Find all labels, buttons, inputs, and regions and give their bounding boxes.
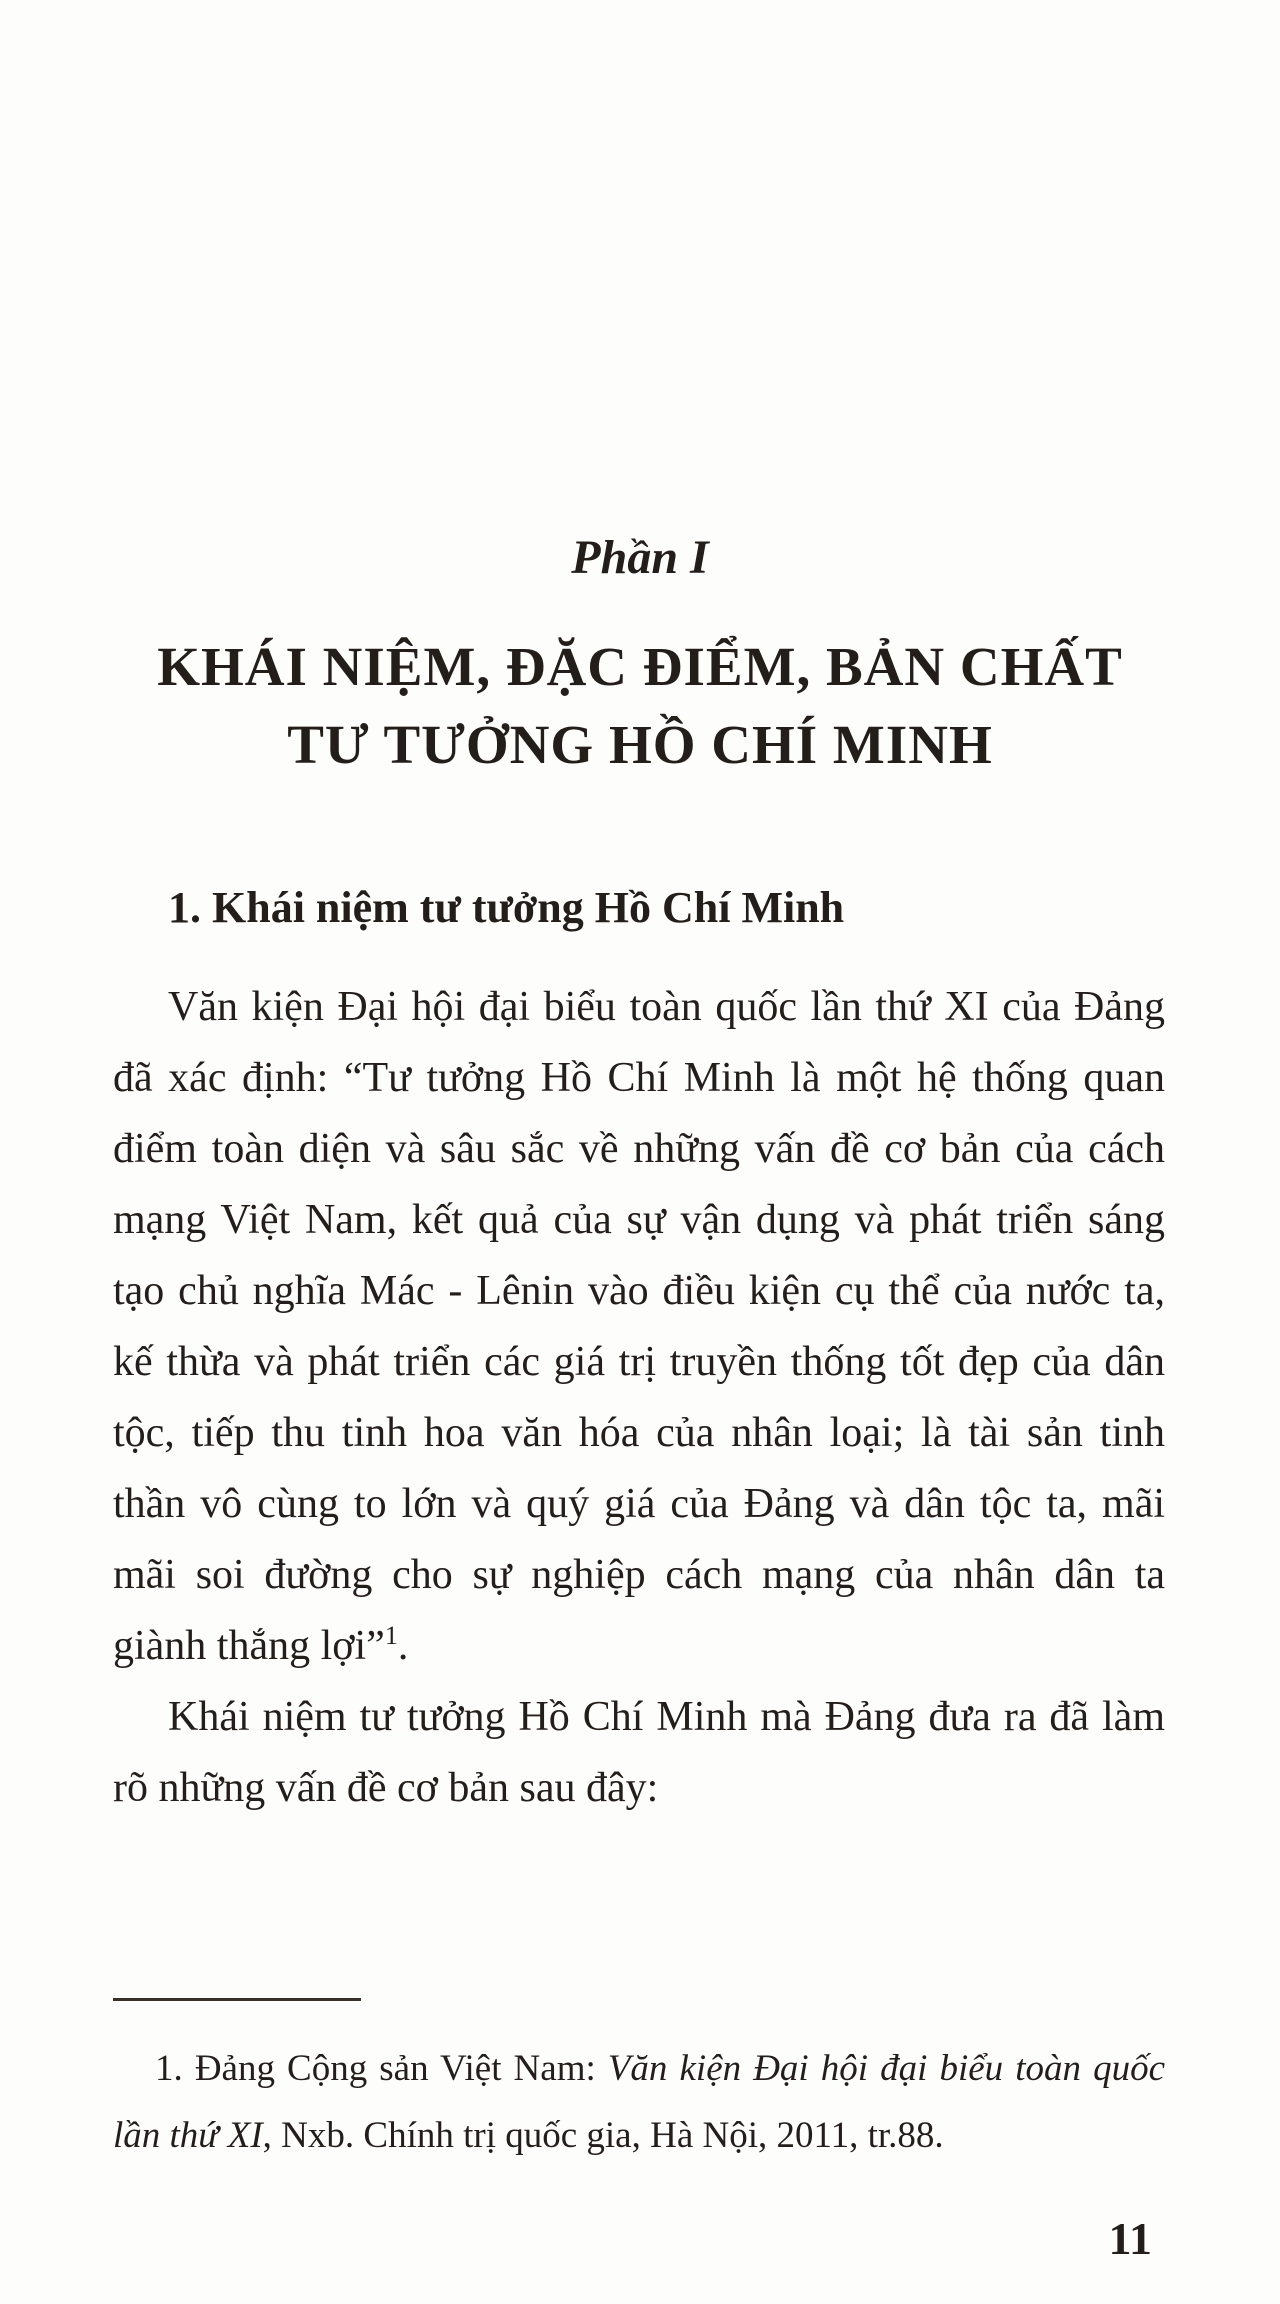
footnote-rule <box>113 1998 361 2001</box>
chapter-title-line2: TƯ TƯỞNG HỒ CHÍ MINH <box>287 714 993 775</box>
footnote-block <box>113 1998 1165 2169</box>
footnote-suffix: , Nxb. Chính trị quốc gia, Hà Nội, 2011, tr.88. <box>262 2115 944 2156</box>
chapter-title <box>0 628 1280 784</box>
footnote-marker: 1 <box>384 1621 398 1650</box>
paragraph-2: Khái niệm tư tưởng Hồ Chí Minh mà Đảng đưa ra đã làm rõ những vấn đề cơ bản sau đây: <box>113 1694 1165 1811</box>
footnote-prefix: 1. Đảng Cộng sản Việt Nam: <box>155 2048 608 2089</box>
footnote-book-title: Văn kiện Đại hội đại biểu toàn quốc lần thứ XI <box>113 2048 1165 2156</box>
paragraph-1-text: Văn kiện Đại hội đại biểu toàn quốc lần thứ XI của Đảng đã xác định: “Tư tưởng Hồ Chí Minh là một hệ thống quan điểm toàn diện và sâu sắc về những vấn đề cơ bản của cách mạng Việt Nam, kết quả của sự vận dụng và phát triển sáng tạo chủ nghĩa Mác - Lênin vào điều kiện cụ thể của nước ta, kế thừa và phát triển các giá trị truyền thống tốt đẹp của dân tộc, tiếp thu tinh hoa văn hóa của nhân loại; là tài sản tinh thần vô cùng to lớn và quý giá của Đảng và dân tộc ta, mãi mãi soi đường cho sự nghiệp cách mạng của nhân dân ta giành thắng lợi” <box>113 984 1165 1669</box>
chapter-title-line1: KHÁI NIỆM, ĐẶC ĐIỂM, BẢN CHẤT <box>157 636 1123 697</box>
footnote-text <box>113 2035 1165 2169</box>
body-text <box>113 972 1165 1824</box>
paragraph-1-period: . <box>397 1623 409 1669</box>
part-label: Phần I <box>571 531 709 584</box>
paragraph-1 <box>113 972 1165 1682</box>
page-number: 11 <box>1108 2213 1152 2264</box>
section-heading: 1. Khái niệm tư tưởng Hồ Chí Minh <box>168 883 845 932</box>
